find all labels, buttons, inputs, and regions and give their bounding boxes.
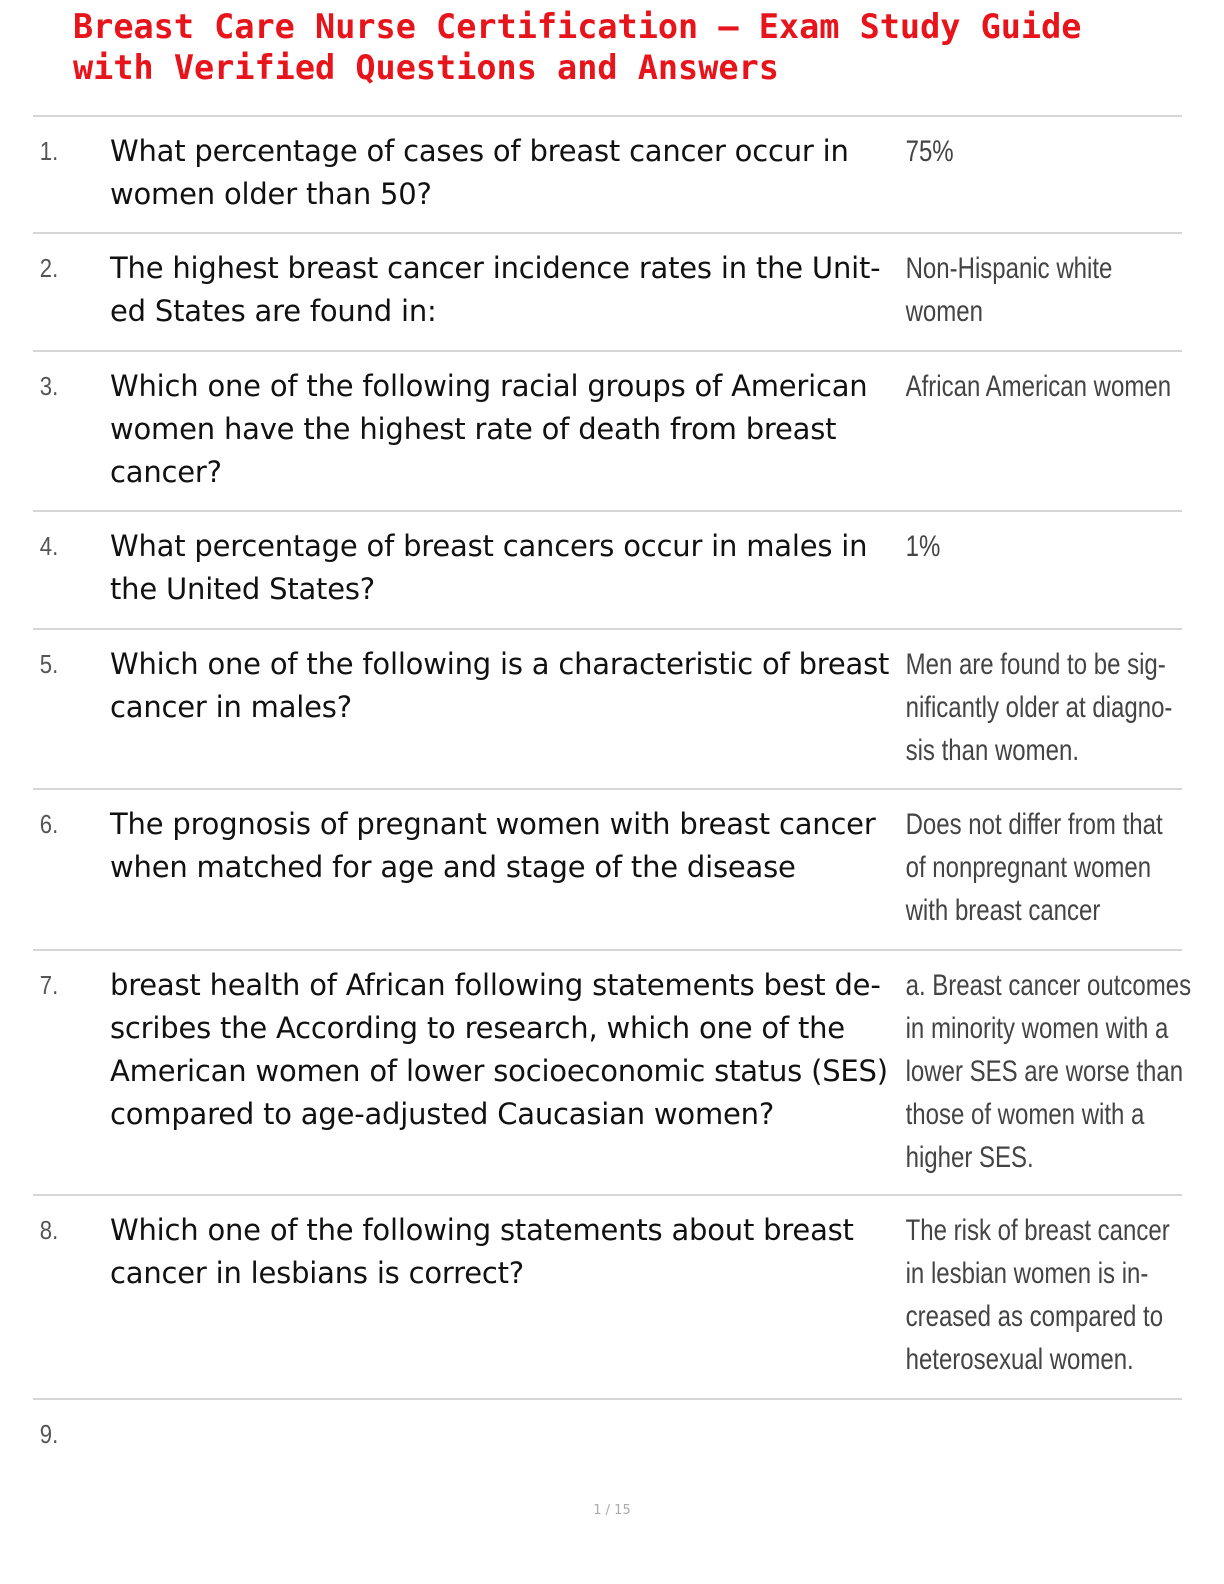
qa-row [33,510,1182,628]
answer-line: nificantly older at diagno- [905,691,1173,724]
title-line-2: with Verified Questions and Answers [73,48,779,87]
question-text [110,1413,904,1478]
answer-line: a. Breast cancer outcomes [905,969,1192,1002]
question-number: 8. [39,1215,59,1245]
question-number: 3. [39,371,59,401]
answer-line: The risk of breast cancer [905,1214,1170,1247]
answer-line: those of women with a [905,1098,1145,1131]
answer-line: of nonpregnant women [905,851,1152,884]
answer-line: sis than women. [905,734,1080,767]
answer-line: creased as compared to [905,1300,1164,1333]
question-line: Which one of the following racial groups of American [110,369,868,403]
document-title [73,6,1173,88]
question-line: ed States are found in: [110,294,437,328]
question-line: What percentage of breast cancers occur in males in [110,529,868,563]
question-line: cancer in lesbians is correct? [110,1256,524,1290]
answer-text [904,247,1122,350]
page-indicator: 1 / 15 [593,1503,631,1518]
answer-text [904,643,1173,788]
question-number: 1. [39,136,59,166]
question-line: The prognosis of pregnant women with breast cancer [110,807,876,841]
question-line: What percentage of cases of breast cancer occur in [110,134,849,168]
question-line: compared to age-adjusted Caucasian women? [110,1097,775,1131]
answer-text [904,1209,1170,1398]
answer-line: 75% [905,135,954,168]
question-line: American women of lower socioeconomic status (SES) [110,1054,888,1088]
answer-line: lower SES are worse than [905,1055,1184,1088]
question-text [110,964,904,1194]
answer-line: 1% [905,530,941,563]
answer-line: in minority women with a [905,1012,1169,1045]
question-text [110,1209,904,1398]
question-line: Which one of the following statements about breast [110,1213,854,1247]
answer-line: in lesbian women is in- [905,1257,1149,1290]
question-line: Which one of the following is a characteristic of breast [110,647,890,681]
question-text [110,643,904,788]
answer-line: Does not differ from that [905,808,1163,841]
question-text [110,525,904,628]
qa-row [33,232,1182,350]
question-line: when matched for age and stage of the disease [110,850,796,884]
qa-row [33,350,1182,510]
answer-text [904,1413,1122,1478]
question-number: 2. [39,253,59,283]
answer-text [904,964,1192,1194]
qa-row [33,1398,1182,1478]
question-answer-list [33,115,1192,1478]
qa-row [33,115,1182,232]
answer-text [904,525,1122,628]
question-line: the United States? [110,572,375,606]
question-line: breast health of African following statements best de- [110,968,881,1002]
question-text [110,803,904,949]
question-line: cancer in males? [110,690,352,724]
question-number: 9. [39,1419,59,1449]
qa-row [33,788,1182,949]
answer-line: with breast cancer [905,894,1101,927]
question-number: 5. [39,649,59,679]
qa-row [33,628,1182,788]
question-line: women older than 50? [110,177,432,211]
answer-line: higher SES. [905,1141,1034,1174]
question-line: women have the highest rate of death from breast [110,412,837,446]
question-line: scribes the According to research, which one of the [110,1011,845,1045]
answer-line: women [905,295,983,328]
answer-text [904,365,1172,510]
answer-line: heterosexual women. [905,1343,1134,1376]
answer-line: Non-Hispanic white [905,252,1113,285]
answer-line: African American women [905,370,1172,403]
question-line: The highest breast cancer incidence rates in the Unit- [110,251,881,285]
question-number: 6. [39,809,59,839]
question-text [110,365,904,510]
question-line: cancer? [110,455,222,489]
question-text [110,247,904,350]
answer-text [904,803,1163,949]
question-number: 7. [39,970,59,1000]
answer-text [904,130,1122,232]
qa-row [33,1194,1182,1398]
title-line-1: Breast Care Nurse Certification – Exam Study Guide [73,7,1082,46]
answer-line: Men are found to be sig- [905,648,1166,681]
qa-row [33,949,1192,1194]
question-number: 4. [39,531,59,561]
question-text [110,130,904,232]
